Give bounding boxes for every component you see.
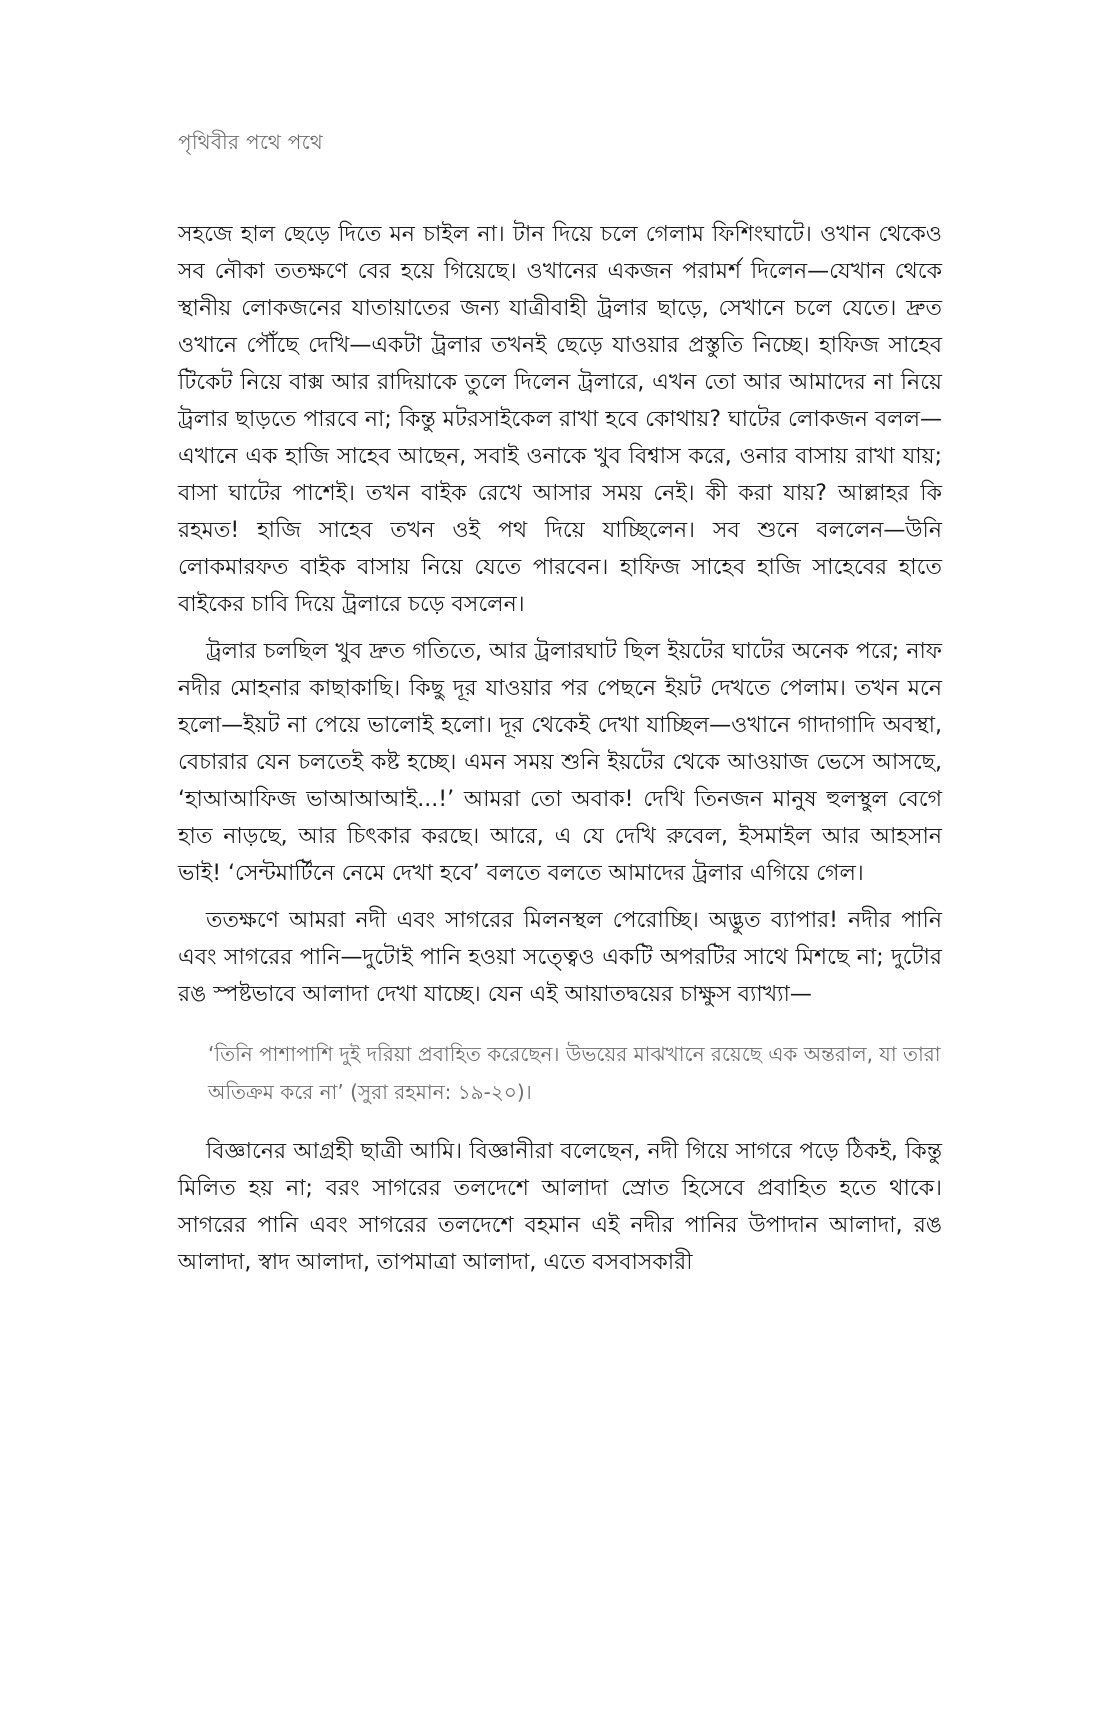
paragraph-1: সহজে হাল ছেড়ে দিতে মন চাইল না। টান দিয়ে চলে গেলাম ফিশিংঘাটে। ওখান থেকেও সব নৌকা ততক্ষণে বের হয়ে গিয়েছে। ওখানের একজন পরামর্শ দিলেন—যেখান থেকে স্থানীয় লোকজনের যাতায়াতের জন্য যাত্রীবাহী ট্রলার ছাড়ে, সেখানে চলে যেতে। দ্রুত ওখানে পৌঁছে দেখি—একটা ট্রলার তখনই ছেড়ে যাওয়ার প্রস্তুতি নিচ্ছে। হাফিজ সাহেব টিকেট নিয়ে বাক্স আর রাদিয়াকে তুলে দিলেন ট্রলারে, এখন তো আর আমাদের না নিয়ে ট্রলার ছাড়তে পারবে না; কিন্তু মটরসাইকেল রাখা হবে কোথায়? ঘাটের লোকজন বলল—এখানে এক হাজি সাহেব আছেন, সবাই ওনাকে খুব বিশ্বাস করে, ওনার বাসায় রাখা যায়; বাসা ঘাটের পাশেই। তখন বাইক রেখে আসার সময় নেই। কী করা যায়? আল্লাহর কি রহমত! হাজি সাহেব তখন ওই পথ দিয়ে যাচ্ছিলেন। সব শুনে বললেন—উনি লোকমারফত বাইক বাসায় নিয়ে যেতে পারবেন। হাফিজ সাহেব হাজি সাহেবের হাতে বাইকের চাবি দিয়ে ট্রলারে চড়ে বসলেন। <box>178 222 942 617</box>
paragraph-3: ততক্ষণে আমরা নদী এবং সাগরের মিলনস্থল পেরোচ্ছি। অদ্ভুত ব্যাপার! নদীর পানি এবং সাগরের পানি—দুটোই পানি হওয়া সত্ত্বেও একটি অপরটির সাথে মিশছে না; দুটোর রঙ স্পষ্টভাবে আলাদা দেখা যাচ্ছে। যেন এই আয়াতদ্বয়ের চাক্ষুস ব্যাখ্যা— <box>178 908 942 1007</box>
paragraph-4: বিজ্ঞানের আগ্রহী ছাত্রী আমি। বিজ্ঞানীরা বলেছেন, নদী গিয়ে সাগরে পড়ে ঠিকই, কিন্তু মিলিত হয় না; বরং সাগরের তলদেশে আলাদা স্রোত হিসেবে প্রবাহিত হতে থাকে। সাগরের পানি এবং সাগরের তলদেশে বহমান এই নদীর পানির উপাদান আলাদা, রঙ আলাদা, স্বাদ আলাদা, তাপমাত্রা আলাদা, এতে বসবাসকারী <box>178 1139 942 1275</box>
body-text <box>178 216 942 1291</box>
running-header: পৃথিবীর পথে পথে <box>178 130 323 154</box>
paragraph-2: ট্রলার চলছিল খুব দ্রুত গতিতে, আর ট্রলারঘাট ছিল ইয়টের ঘাটের অনেক পরে; নাফ নদীর মোহনার কাছাকাছি। কিছু দূর যাওয়ার পর পেছনে ইয়ট দেখতে পেলাম। তখন মনে হলো—ইয়ট না পেয়ে ভালোই হলো। দূর থেকেই দেখা যাচ্ছিল—ওখানে গাদাগাদি অবস্থা, বেচারার যেন চলতেই কষ্ট হচ্ছে। এমন সময় শুনি ইয়টের থেকে আওয়াজ ভেসে আসছে, ‘হাআআফিজ ভাআআআই...!’ আমরা তো অবাক! দেখি তিনজন মানুষ হুলস্থুল বেগে হাত নাড়ছে, আর চিৎকার করছে। আরে, এ যে দেখি রুবেল, ইসমাইল আর আহসান ভাই! ‘সেন্টমার্টিনে নেমে দেখা হবে’ বলতে বলতে আমাদের ট্রলার এগিয়ে গেল। <box>178 639 942 886</box>
quran-quote: ‘তিনি পাশাপাশি দুই দরিয়া প্রবাহিত করেছেন। উভয়ের মাঝখানে রয়েছে এক অন্তরাল, যা তারা অতিক্রম করে না’ (সুরা রহমান: ১৯-২০)। <box>208 1042 941 1104</box>
